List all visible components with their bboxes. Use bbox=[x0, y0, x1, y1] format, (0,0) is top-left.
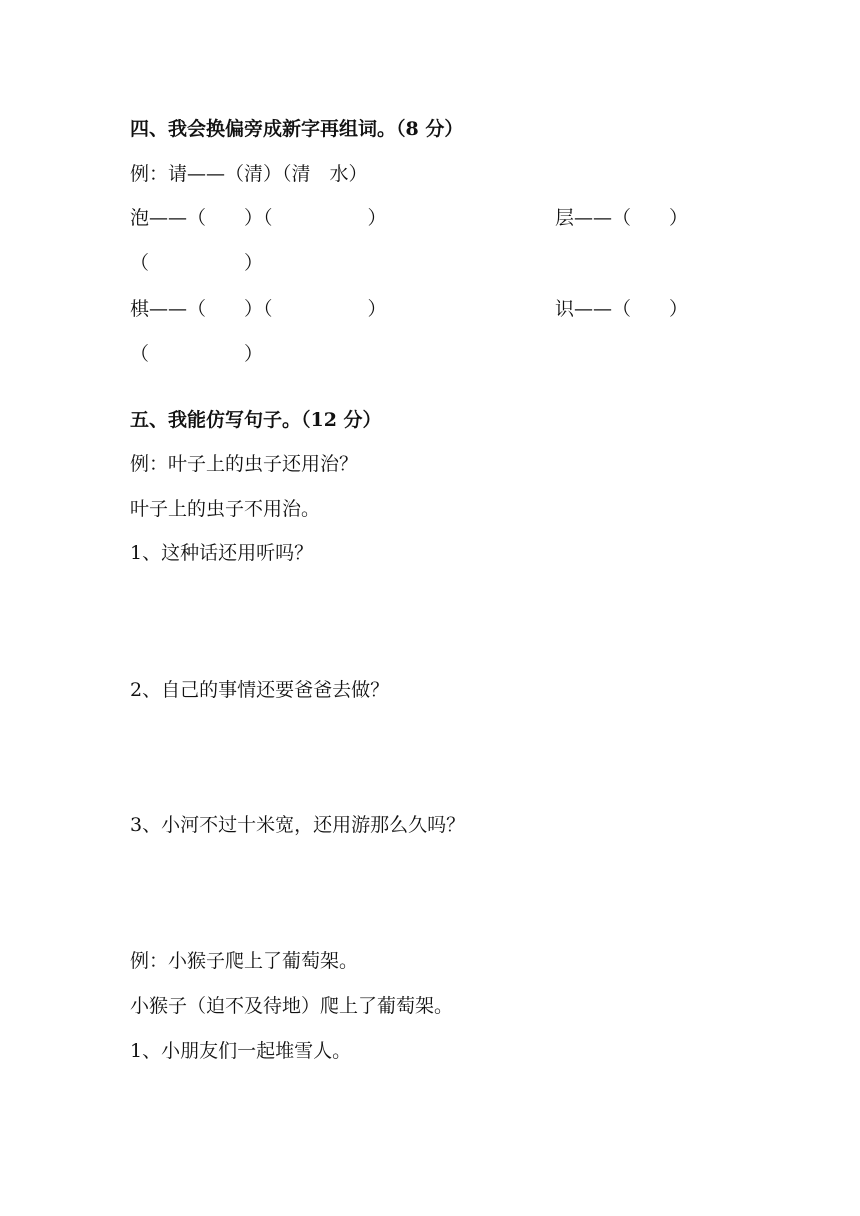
section-4-example: 例：请——（清）（清 水） bbox=[130, 163, 368, 185]
row-2-wrap: （ ） bbox=[130, 343, 264, 365]
question-1: 1、这种话还用听吗？ bbox=[130, 542, 314, 564]
row-1-wrap: （ ） bbox=[130, 252, 264, 274]
example-1-answer: 叶子上的虫子不用治。 bbox=[130, 498, 321, 520]
question-2: 2、自己的事情还要爸爸去做？ bbox=[130, 679, 390, 701]
example-2-answer: 小猴子（迫不及待地）爬上了葡萄架。 bbox=[130, 995, 454, 1017]
section-5-heading: 五、我能仿写句子。（12 分） bbox=[130, 409, 382, 431]
row-2-left: 棋——（ ）（ ） bbox=[130, 298, 387, 320]
row-2-right: 识——（ ） bbox=[555, 298, 689, 320]
row-1-left: 泡——（ ）（ ） bbox=[130, 207, 387, 229]
question-3: 3、小河不过十米宽，还用游那么久吗？ bbox=[130, 814, 466, 836]
section-4-heading: 四、我会换偏旁成新字再组词。（8 分） bbox=[130, 118, 464, 140]
row-1-right: 层——（ ） bbox=[555, 207, 689, 229]
example-2-sentence: 例：小猴子爬上了葡萄架。 bbox=[130, 950, 359, 972]
example-1-question: 例：叶子上的虫子还用治？ bbox=[130, 453, 359, 475]
question-4: 1、小朋友们一起堆雪人。 bbox=[130, 1040, 352, 1062]
